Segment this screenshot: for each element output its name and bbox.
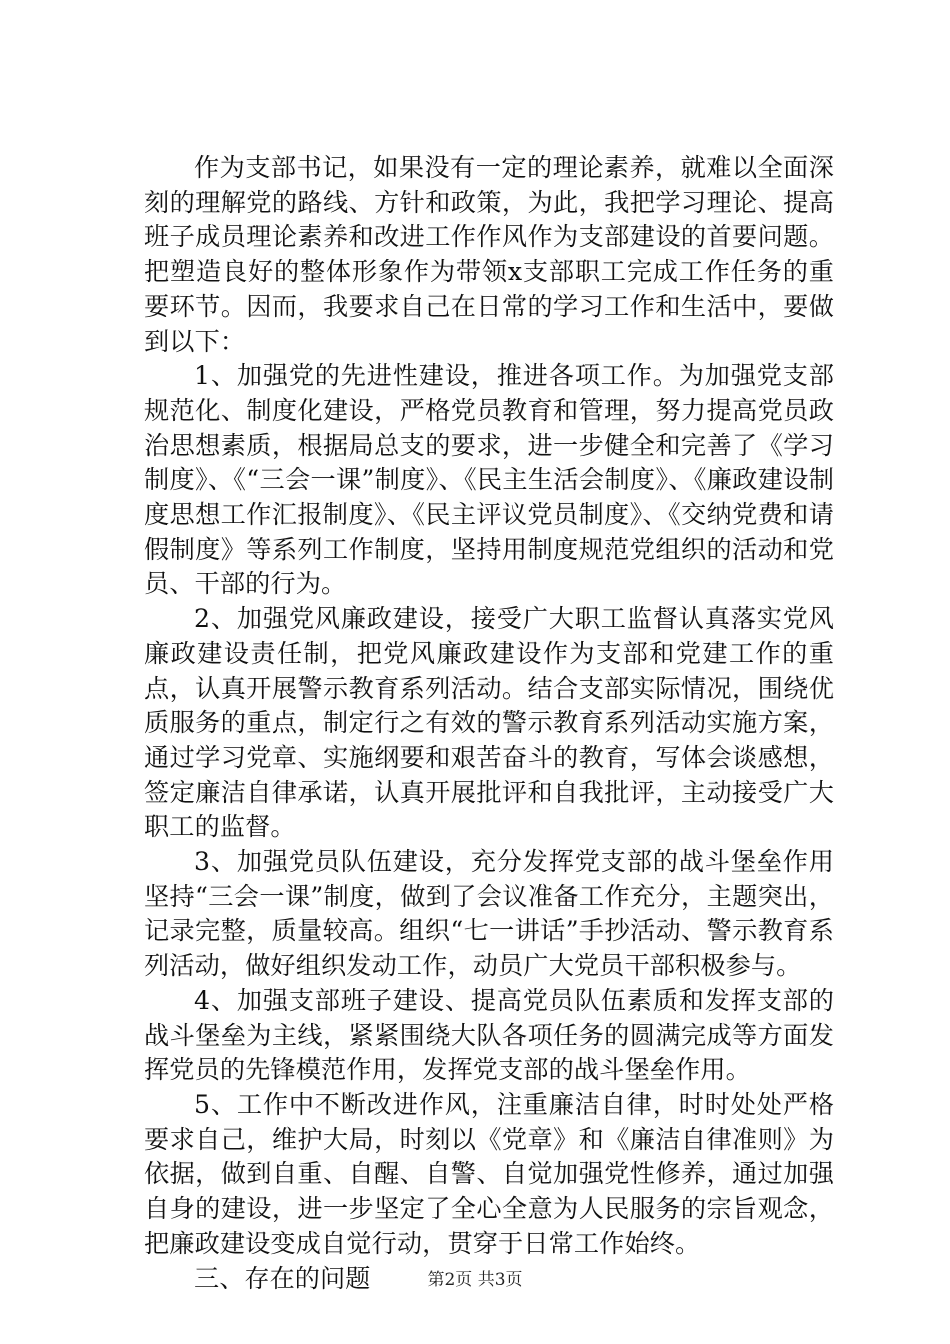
section-heading: 三、存在的问题: [194, 1263, 371, 1293]
page-number-footer: 第2页 共3页: [427, 1270, 523, 1290]
body-paragraph-item-4: 4、加强支部班子建设、提高党员队伍素质和发挥支部的战斗堡垒为主线，紧紧围绕大队各项任务的圆满完成等方面发挥党员的先锋模范作用，发挥党支部的战斗堡垒作用。: [144, 985, 834, 1085]
document-body: [144, 151, 834, 1296]
body-paragraph-item-2: 2、加强党风廉政建设，接受广大职工监督认真落实党风廉政建设责任制，把党风廉政建设作为支部和党建工作的重点，认真开展警示教育系列活动。结合支部实际情况，围绕优质服务的重点，制定行之有效的警示教育系列活动实施方案，通过学习党章、实施纲要和艰苦奋斗的教育，写体会谈感想，签定廉洁自律承诺，认真开展批评和自我批评，主动接受广大职工的监督。: [144, 604, 834, 842]
body-paragraph-item-5: 5、工作中不断改进作风，注重廉洁自律，时时处处严格要求自己，维护大局，时刻以《党章》和《廉洁自律准则》为依据，做到自重、自醒、自警、自觉加强党性修养，通过加强自身的建设，进一步坚定了全心全意为人民服务的宗旨观念，把廉政建设变成自觉行动，贯穿于日常工作始终。: [144, 1089, 834, 1258]
body-paragraph-item-3: 3、加强党员队伍建设，充分发挥党支部的战斗堡垒作用坚持“三会一课”制度，做到了会议准备工作充分，主题突出，记录完整，质量较高。组织“七一讲话”手抄活动、警示教育系列活动，做好组织发动工作，动员广大党员干部积极参与。: [144, 847, 834, 981]
body-paragraph-intro: 作为支部书记，如果没有一定的理论素养，就难以全面深刻的理解党的路线、方针和政策，为此，我把学习理论、提高班子成员理论素养和改进工作作风作为支部建设的首要问题。把塑造良好的整体形象作为带领x支部职工完成工作任务的重要环节。因而，我要求自己在日常的学习工作和生活中，要做到以下：: [144, 153, 834, 356]
body-paragraph-item-1: 1、加强党的先进性建设，推进各项工作。为加强党支部规范化、制度化建设，严格党员教育和管理，努力提高党员政治思想素质，根据局总支的要求，进一步健全和完善了《学习制度》、《“三会一课”制度》、《民主生活会制度》、《廉政建设制度思想工作汇报制度》、《民主评议党员制度》、《交纳党费和请假制度》等系列工作制度，坚持用制度规范党组织的活动和党员、干部的行为。: [144, 361, 834, 599]
